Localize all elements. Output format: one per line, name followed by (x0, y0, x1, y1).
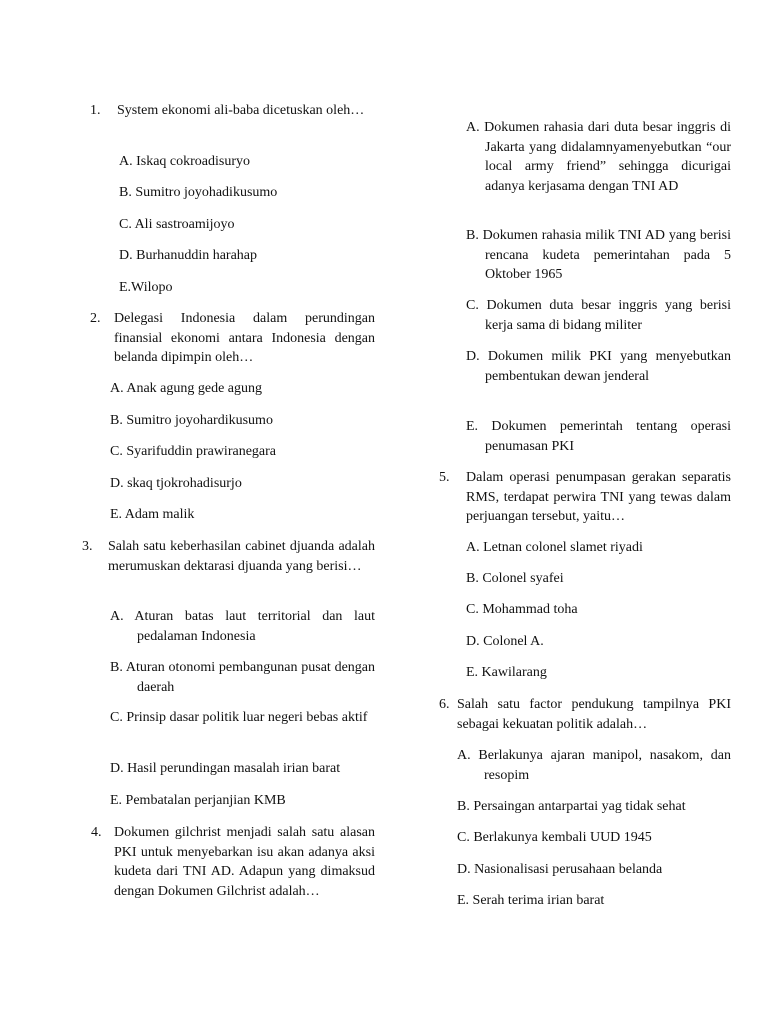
option-3b (110, 658, 375, 697)
option-4c (466, 296, 731, 335)
question-2 (90, 309, 375, 368)
question-4 (91, 823, 375, 901)
question-text: Dokumen gilchrist menjadi salah satu alasan PKI untuk menyebarkan isu akan adanya aksi kudeta dari TNI AD. Adapun yang dimaksud dengan Dokumen Gilchrist adalah… (114, 825, 375, 899)
option-text: A. Berlakunya ajaran manipol, nasakom, dan resopim (457, 748, 731, 783)
option-5d: D. Colonel A. (466, 634, 544, 649)
option-5b: B. Colonel syafei (466, 571, 564, 586)
question-number: 4. (91, 825, 102, 840)
option-text: E. Dokumen pemerintah tentang operasi penumasan PKI (466, 419, 731, 454)
question-text: System ekonomi ali-baba dicetuskan oleh… (117, 103, 365, 118)
option-3e: E. Pembatalan perjanjian KMB (110, 793, 286, 808)
option-5c: C. Mohammad toha (466, 602, 578, 617)
question-text: Salah satu keberhasilan cabinet djuanda adalah merumuskan dektarasi djuanda yang berisi… (108, 539, 375, 574)
question-number: 5. (439, 470, 450, 485)
option-text: A. Dokumen rahasia dari duta besar inggris di Jakarta yang didalamnyamenyebutkan “our local army friend” sehingga dicurigai adanya kerjasama dengan TNI AD (466, 120, 731, 194)
option-4d (466, 347, 731, 386)
option-6e: E. Serah terima irian barat (457, 893, 605, 908)
option-6a (457, 746, 731, 785)
option-2d: D. skaq tjokrohadisurjo (110, 476, 242, 491)
option-4b (466, 226, 731, 285)
option-5e: E. Kawilarang (466, 665, 547, 680)
option-1d: D. Burhanuddin harahap (119, 248, 258, 263)
question-number: 6. (439, 697, 450, 712)
option-text: D. Dokumen milik PKI yang menyebutkan pembentukan dewan jenderal (466, 349, 731, 384)
option-4a (466, 118, 731, 196)
option-3d: D. Hasil perundingan masalah irian barat (110, 761, 341, 776)
option-2b: B. Sumitro joyohardikusumo (110, 413, 273, 428)
option-3c (110, 708, 375, 728)
option-3a (110, 607, 375, 646)
option-text: B. Dokumen rahasia milik TNI AD yang berisi rencana kudeta pemerintahan pada 5 Oktober 1965 (466, 228, 731, 282)
question-6 (439, 695, 731, 734)
question-5 (439, 468, 731, 527)
option-1e: E.Wilopo (119, 280, 173, 295)
option-2e: E. Adam malik (110, 507, 195, 522)
question-text: Dalam operasi penumpasan gerakan separatis RMS, terdapat perwira TNI yang tewas dalam perjuangan tersebut, yaitu… (466, 470, 731, 524)
option-text: B. Aturan otonomi pembangunan pusat dengan daerah (110, 660, 375, 695)
option-6b: B. Persaingan antarpartai yag tidak sehat (457, 799, 686, 814)
option-5a: A. Letnan colonel slamet riyadi (466, 540, 643, 555)
question-1 (90, 101, 375, 121)
question-text: Salah satu factor pendukung tampilnya PKI sebagai kekuatan politik adalah… (457, 697, 731, 732)
option-1c: C. Ali sastroamijoyo (119, 217, 235, 232)
option-6c: C. Berlakunya kembali UUD 1945 (457, 830, 652, 845)
option-2a: A. Anak agung gede agung (110, 381, 263, 396)
question-number: 2. (90, 311, 101, 326)
option-1b: B. Sumitro joyohadikusumo (119, 185, 278, 200)
option-text: A. Aturan batas laut territorial dan laut pedalaman Indonesia (110, 609, 375, 644)
question-number: 1. (90, 103, 101, 118)
question-number: 3. (82, 539, 93, 554)
question-text: Delegasi Indonesia dalam perundingan finansial ekonomi antara Indonesia dengan belanda dipimpin oleh… (114, 311, 375, 365)
option-text: C. Prinsip dasar politik luar negeri bebas aktif (110, 710, 368, 725)
question-3 (82, 537, 375, 576)
option-4e (466, 417, 731, 456)
option-1a: A. Iskaq cokroadisuryo (119, 154, 251, 169)
option-2c: C. Syarifuddin prawiranegara (110, 444, 276, 459)
option-text: C. Dokumen duta besar inggris yang berisi kerja sama di bidang militer (466, 298, 731, 333)
option-6d: D. Nasionalisasi perusahaan belanda (457, 862, 663, 877)
